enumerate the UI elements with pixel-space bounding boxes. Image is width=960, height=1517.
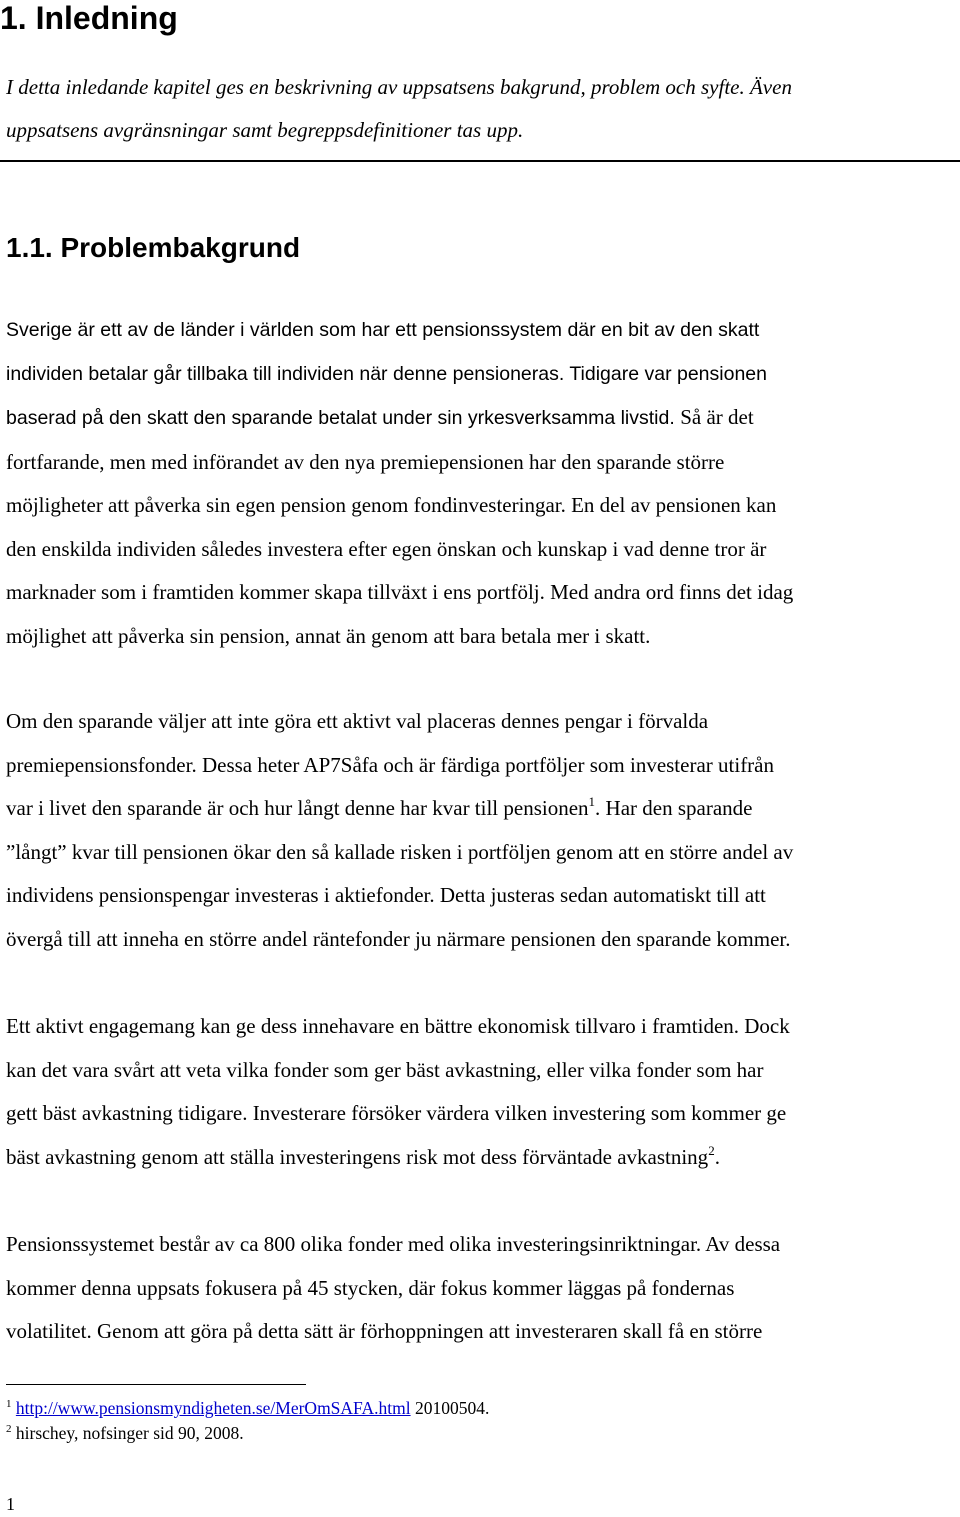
paragraph-line: individens pensionspengar investeras i aktiefonder. Detta justeras sedan automatiskt till att	[6, 883, 766, 907]
footnote-link[interactable]: http://www.pensionsmyndigheten.se/MerOmSAFA.html	[15, 1398, 411, 1418]
paragraph-line: volatilitet. Genom att göra på detta sätt är förhoppningen att investeraren skall få en större	[6, 1319, 763, 1343]
paragraph-fragment: Så är det	[680, 405, 754, 429]
paragraph-line: den enskilda individen således investera efter egen önskan och kunskap i vad denne tror är	[6, 536, 767, 561]
paragraph-fragment: var i livet den sparande är och hur långt denne har kvar till pensionen	[6, 796, 589, 820]
paragraph-line	[6, 1136, 954, 1180]
paragraph-line: kan det vara svårt att veta vilka fonder som ger bäst avkastning, eller vilka fonder som har	[6, 1057, 764, 1082]
chapter-heading: 1. Inledning	[0, 0, 178, 36]
paragraph-line: premiepensionsfonder. Dessa heter AP7Såfa och är färdiga portföljer som investerar utifrån	[6, 752, 774, 777]
paragraph-3	[6, 1005, 954, 1179]
paragraph-line: Om den sparande väljer att inte göra ett aktivt val placeras dennes pengar i förvalda	[6, 709, 709, 733]
paragraph-fragment: bäst avkastning genom att ställa investeringens risk mot dess förväntade avkastning	[6, 1144, 709, 1169]
footnote-separator	[6, 1384, 306, 1385]
paragraph-fragment: .	[714, 1144, 720, 1169]
intro-line: I detta inledande kapitel ges en beskrivning av uppsatsens bakgrund, problem och syfte. Även	[6, 75, 792, 99]
paragraph-line: möjlighet att påverka sin pension, annat än genom att bara betala mer i skatt.	[6, 623, 651, 648]
paragraph-line: ”långt” kvar till pensionen ökar den så kallade risken i portföljen genom att en större andel av	[6, 839, 794, 864]
paragraph-fragment: baserad på den skatt den sparande betalat under sin yrkesverksamma livstid.	[6, 407, 681, 429]
paragraph-line: gett bäst avkastning tidigare. Investerare försöker värdera vilken investering som kommer ge	[6, 1101, 787, 1125]
chapter-intro	[6, 66, 951, 152]
paragraph-fragment: möjligheter att påverka sin egen pension genom fondinvesteringar.	[6, 493, 572, 517]
footnote-2	[6, 1421, 489, 1446]
paragraph-line	[6, 484, 954, 528]
paragraph-line: övergå till att inneha en större andel räntefonder ju närmare pensionen den sparande kommer.	[6, 926, 791, 951]
paragraph-fragment: En del av pensionen kan	[571, 493, 777, 517]
footnote-text: 20100504.	[410, 1398, 490, 1418]
footnote-number: 1	[6, 1398, 12, 1410]
paragraph-line: individen betalar går tillbaka till individen när denne pensioneras. Tidigare var pensionen	[6, 362, 767, 385]
paragraph-1	[6, 309, 954, 658]
footnote-1	[6, 1396, 489, 1421]
paragraph-line: Ett aktivt engagemang kan ge dess innehavare en bättre ekonomisk tillvaro i framtiden. Dock	[6, 1014, 790, 1038]
section-divider	[0, 160, 960, 162]
footnote-reference: 2	[708, 1142, 715, 1158]
footnotes	[6, 1396, 489, 1446]
paragraph-line: marknader som i framtiden kommer skapa tillväxt i ens portfölj. Med andra ord finns det idag	[6, 580, 794, 604]
page-number: 1	[6, 1494, 15, 1514]
paragraph-line: Sverige är ett av de länder i världen som har ett pensionssystem där en bit av den skatt	[6, 319, 760, 341]
footnote-text: hirschey, nofsinger sid 90, 2008.	[11, 1423, 244, 1443]
paragraph-line: Pensionssystemet består av ca 800 olika fonder med olika investeringsinriktningar. Av dessa	[6, 1232, 781, 1256]
paragraph-4	[6, 1223, 954, 1354]
section-heading: 1.1. Problembakgrund	[6, 232, 301, 263]
paragraph-line	[6, 787, 954, 831]
paragraph-line: kommer denna uppsats fokusera på 45 stycken, där fokus kommer läggas på fondernas	[6, 1275, 735, 1300]
paragraph-line	[6, 396, 954, 441]
footnote-reference: 1	[588, 794, 596, 809]
paragraph-line: fortfarande, men med införandet av den nya premiepensionen har den sparande större	[6, 449, 725, 474]
paragraph-fragment: . Har den sparande	[595, 796, 753, 820]
paragraph-2	[6, 700, 954, 961]
intro-line: uppsatsens avgränsningar samt begreppsdefinitioner tas upp.	[6, 118, 524, 142]
footnote-number: 2	[6, 1423, 12, 1435]
